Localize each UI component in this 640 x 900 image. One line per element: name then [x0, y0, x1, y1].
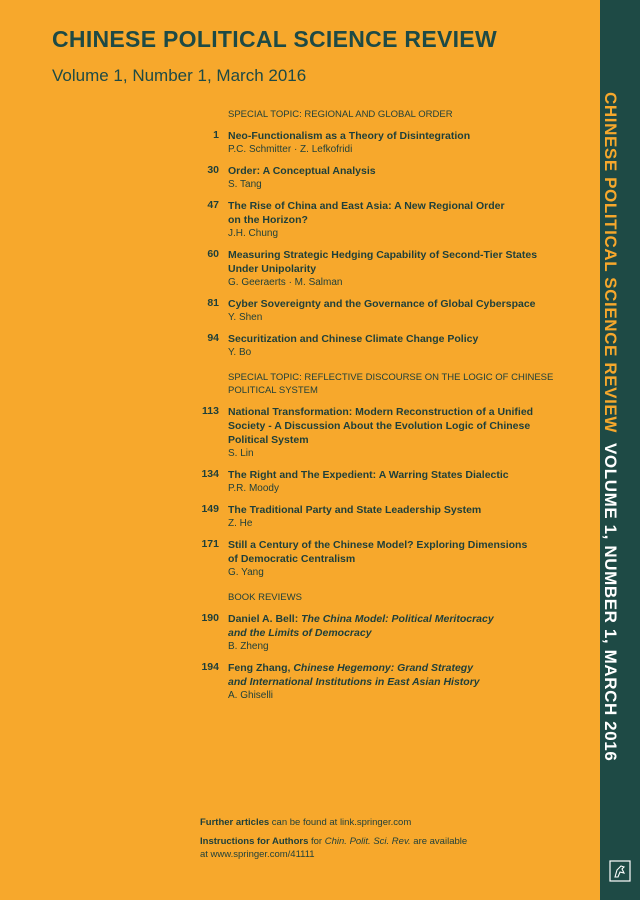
article-authors: G. Geeraerts · M. Salman [228, 277, 343, 288]
article-authors: Y. Bo [228, 347, 252, 358]
instructions-for: for [308, 836, 325, 847]
section-heading-line2: POLITICAL SYSTEM [228, 385, 318, 396]
toc-entry[interactable] [200, 248, 580, 289]
footer-notes [200, 816, 467, 861]
article-title-cont: of Democratic Centralism [228, 553, 356, 565]
toc-entry[interactable] [200, 661, 580, 702]
article-authors: P.C. Schmitter · Z. Lefkofridi [228, 144, 353, 155]
further-articles-note [200, 816, 467, 829]
book-title: Chinese Hegemony: Grand Strategy [293, 662, 474, 674]
page-number: 194 [201, 661, 219, 673]
article-authors: Y. Shen [228, 312, 263, 323]
page-number: 171 [201, 538, 219, 550]
table-of-contents [200, 108, 580, 710]
article-title: Order: A Conceptual Analysis [228, 165, 376, 177]
page-number: 149 [201, 503, 219, 515]
article-authors: G. Yang [228, 567, 264, 578]
toc-entry[interactable] [200, 468, 580, 495]
toc-entry[interactable] [200, 612, 580, 653]
spine-text [600, 92, 620, 761]
article-authors: S. Lin [228, 448, 254, 459]
book-title-cont: and International Institutions in East Asian History [228, 676, 480, 688]
issue-info: Volume 1, Number 1, March 2016 [52, 66, 307, 85]
article-title: National Transformation: Modern Reconstruction of a Unified [228, 406, 534, 418]
book-author: Feng Zhang, [228, 662, 294, 674]
page-number: 81 [207, 297, 219, 309]
article-title: Securitization and Chinese Climate Change Policy [228, 333, 479, 345]
page-number: 60 [207, 248, 219, 260]
article-title: Still a Century of the Chinese Model? Exploring Dimensions [228, 539, 528, 551]
article-title: The Traditional Party and State Leadership System [228, 504, 482, 516]
page-number: 134 [201, 468, 219, 480]
page-number: 113 [202, 405, 219, 417]
page-number: 47 [207, 199, 219, 211]
toc-entry[interactable] [200, 164, 580, 191]
book-title-cont: and the Limits of Democracy [228, 627, 372, 639]
toc-entry[interactable] [200, 297, 580, 324]
instructions-text: are available [410, 836, 468, 847]
article-authors: Z. He [228, 518, 253, 529]
article-title-cont: Society - A Discussion About the Evolution Logic of Chinese [228, 420, 531, 432]
article-authors: S. Tang [228, 179, 262, 190]
page-number: 1 [213, 129, 219, 141]
article-title-cont: on the Horizon? [228, 214, 308, 226]
toc-entry[interactable] [200, 129, 580, 156]
page-number: 30 [207, 164, 219, 176]
book-review-title [228, 612, 580, 626]
book-title: The China Model: Political Meritocracy [301, 613, 494, 625]
toc-entry[interactable] [200, 538, 580, 579]
article-title: The Right and The Expedient: A Warring States Dialectic [228, 469, 509, 481]
page-number: 190 [201, 612, 219, 624]
article-title: Neo-Functionalism as a Theory of Disintegration [228, 130, 471, 142]
further-label: Further articles [200, 817, 270, 828]
further-text: can be found at link.springer.com [269, 817, 412, 828]
article-title: The Rise of China and East Asia: A New Regional Order [228, 200, 505, 212]
article-authors: B. Zheng [228, 641, 269, 652]
section-heading: BOOK REVIEWS [228, 592, 302, 603]
article-title-cont: Political System [228, 434, 309, 446]
spine-title: CHINESE POLITICAL SCIENCE REVIEW [601, 92, 620, 433]
instructions-label: Instructions for Authors [200, 836, 309, 847]
article-title-cont: Under Unipolarity [228, 263, 317, 275]
springer-horse-icon [609, 860, 631, 882]
article-authors: P.R. Moody [228, 483, 279, 494]
page-number: 94 [207, 332, 219, 344]
article-authors: J.H. Chung [228, 228, 279, 239]
toc-entry[interactable] [200, 503, 580, 530]
book-author: Daniel A. Bell: [228, 613, 302, 625]
spine-issue: VOLUME 1, NUMBER 1, MARCH 2016 [601, 442, 620, 762]
section-heading-line1: SPECIAL TOPIC: REFLECTIVE DISCOURSE ON THE LOGIC OF CHINESE [228, 372, 554, 383]
journal-abbrev: Chin. Polit. Sci. Rev. [324, 836, 411, 847]
section-heading: SPECIAL TOPIC: REGIONAL AND GLOBAL ORDER [228, 109, 453, 120]
instructions-url[interactable]: at www.springer.com/41111 [200, 849, 315, 860]
toc-entry[interactable] [200, 332, 580, 359]
article-authors: A. Ghiselli [228, 690, 274, 701]
book-review-title [228, 661, 580, 675]
toc-entry[interactable] [200, 405, 580, 460]
section-heading [228, 371, 580, 397]
article-title: Measuring Strategic Hedging Capability of Second-Tier States [228, 249, 538, 261]
instructions-note [200, 835, 467, 848]
article-title: Cyber Sovereignty and the Governance of Global Cyberspace [228, 298, 536, 310]
toc-entry[interactable] [200, 199, 580, 240]
journal-title: CHINESE POLITICAL SCIENCE REVIEW [52, 26, 497, 52]
